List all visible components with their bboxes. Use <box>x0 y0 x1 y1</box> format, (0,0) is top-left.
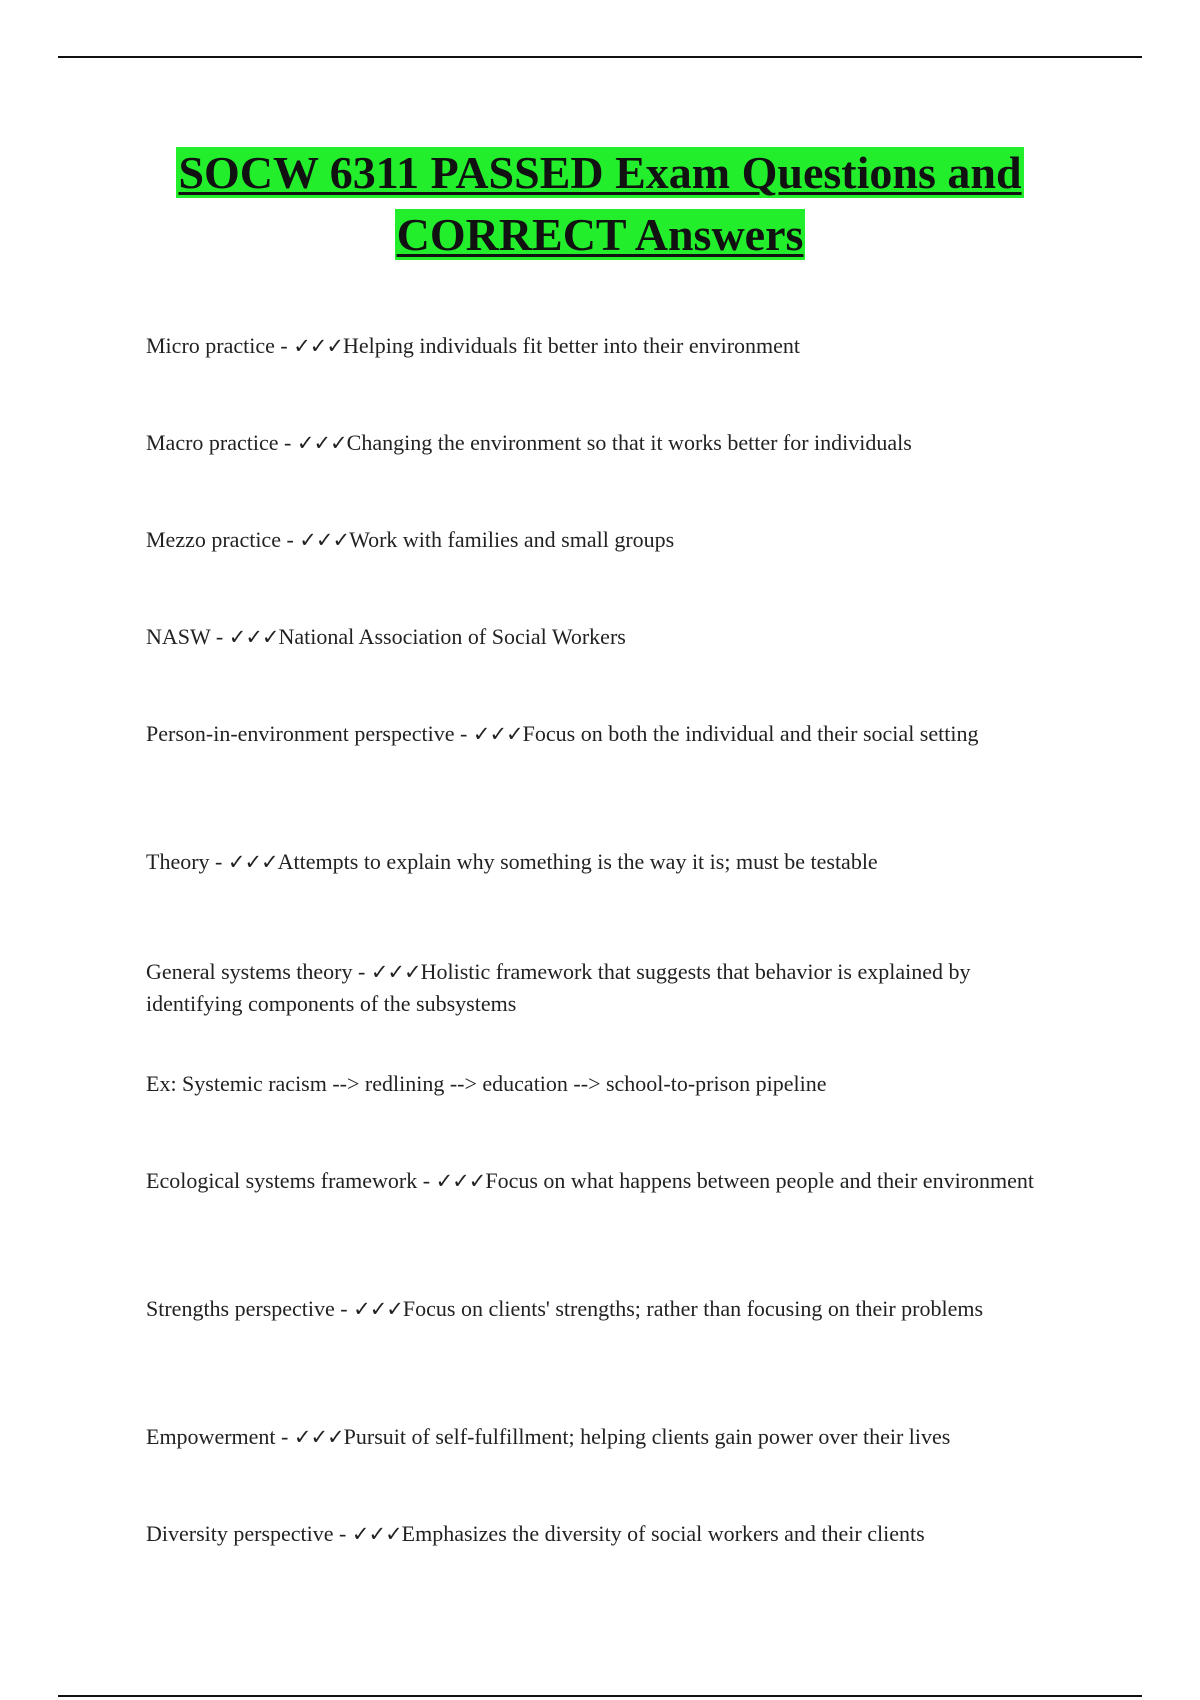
qa-entry <box>146 1165 1046 1197</box>
check-icon: ✓✓✓ <box>299 528 350 552</box>
qa-entry <box>146 330 1046 362</box>
check-icon: ✓✓✓ <box>227 850 278 874</box>
qa-entry <box>146 718 1046 750</box>
entry-term: Macro practice - <box>146 430 297 455</box>
entry-definition: Focus on what happens between people and their environment <box>485 1168 1034 1193</box>
check-icon: ✓✓✓ <box>228 625 279 649</box>
qa-entry <box>146 621 1046 653</box>
check-icon: ✓✓✓ <box>293 334 343 358</box>
entry-definition: Changing the environment so that it works better for individuals <box>346 430 912 455</box>
entry-term: Strengths perspective - <box>146 1296 354 1321</box>
entry-term: General systems theory - <box>146 959 371 984</box>
check-icon: ✓✓✓ <box>296 431 347 455</box>
qa-entry <box>146 1068 1046 1099</box>
qa-entry <box>146 1293 1046 1325</box>
entry-text: Ex: Systemic racism --> redlining --> education --> school-to-prison pipeline <box>146 1071 827 1096</box>
title-block <box>80 142 1120 266</box>
check-icon: ✓✓✓ <box>293 1425 344 1449</box>
entry-definition: Holistic framework that suggests that behavior is explained by identifying components of the subsystems <box>146 959 971 1016</box>
check-icon: ✓✓✓ <box>472 722 523 746</box>
bottom-rule <box>58 1695 1142 1697</box>
entry-definition: National Association of Social Workers <box>278 624 626 649</box>
qa-entry <box>146 524 1046 556</box>
entry-definition: Helping individuals fit better into their environment <box>343 333 801 358</box>
top-rule <box>58 56 1142 58</box>
entry-definition: Work with families and small groups <box>349 527 675 552</box>
qa-entry <box>146 1518 1046 1550</box>
qa-entry <box>146 956 1046 1019</box>
entry-term: Diversity perspective - <box>146 1521 352 1546</box>
qa-entry <box>146 1421 1046 1453</box>
check-icon: ✓✓✓ <box>435 1169 486 1193</box>
check-icon: ✓✓✓ <box>351 1522 402 1546</box>
entry-term: NASW - <box>146 624 229 649</box>
page-title: SOCW 6311 PASSED Exam Questions and CORRECT Answers <box>178 147 1022 260</box>
qa-entry <box>146 427 1046 459</box>
entry-term: Person-in-environment perspective - <box>146 721 473 746</box>
entry-definition: Focus on clients' strengths; rather than focusing on their problems <box>402 1296 984 1321</box>
check-icon: ✓✓✓ <box>353 1297 403 1321</box>
entry-term: Empowerment - <box>146 1424 294 1449</box>
entry-term: Theory - <box>146 849 228 874</box>
entry-term: Micro practice - <box>146 333 294 358</box>
qa-entry <box>146 846 1046 878</box>
entry-definition: Pursuit of self-fulfillment; helping clients gain power over their lives <box>343 1424 951 1449</box>
entry-definition: Attempts to explain why something is the way it is; must be testable <box>277 849 878 874</box>
check-icon: ✓✓✓ <box>370 960 421 984</box>
entry-definition: Emphasizes the diversity of social workers and their clients <box>401 1521 925 1546</box>
entry-term: Ecological systems framework - <box>146 1168 436 1193</box>
entry-definition: Focus on both the individual and their social setting <box>522 721 979 746</box>
entry-term: Mezzo practice - <box>146 527 300 552</box>
